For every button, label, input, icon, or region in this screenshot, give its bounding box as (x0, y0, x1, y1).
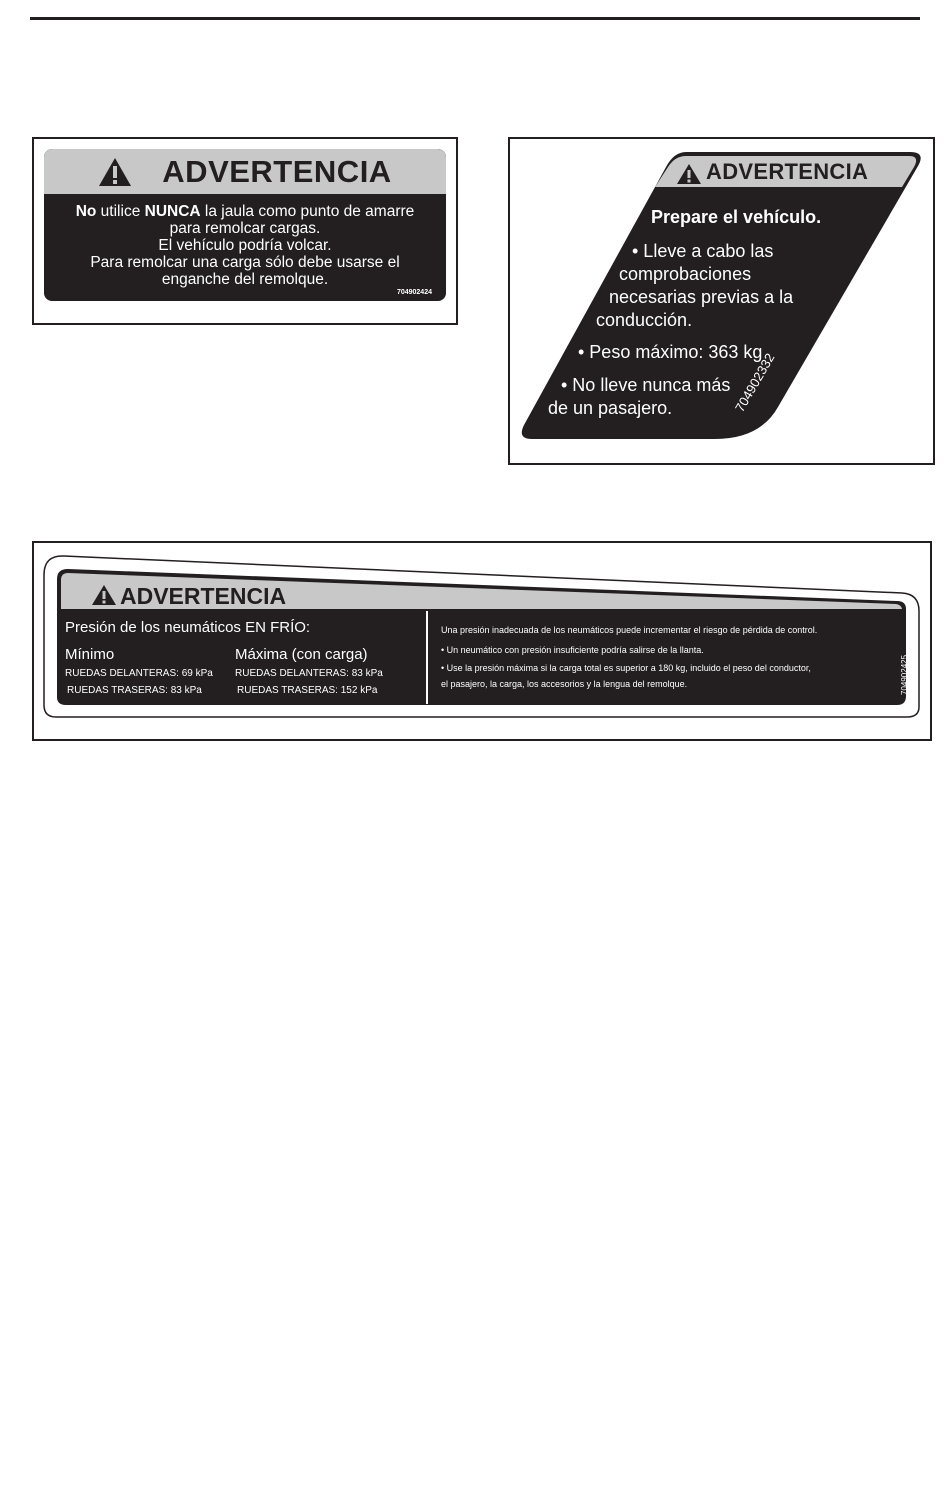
label-tires-min-title: Mínimo (65, 646, 115, 663)
label-tipping-line1 (44, 203, 446, 220)
label-tipping (44, 149, 446, 301)
label-prepare-line: • Peso máximo: 363 kg (578, 342, 763, 362)
label-prepare-line: comprobaciones (619, 264, 752, 284)
label-tipping-body (44, 194, 446, 288)
label-tires-frame (32, 541, 932, 741)
label-tires-part-number: 704902425 (900, 654, 909, 695)
label-tipping-part-number: 704902424 (396, 289, 432, 296)
warning-triangle-icon (98, 157, 132, 187)
label-tires-note: • Un neumático con presión insuficiente podría salirse de la llanta. (441, 645, 704, 655)
label-prepare-title: ADVERTENCIA (706, 159, 869, 184)
emphasis-no: No (75, 203, 97, 220)
label-prepare-line: conducción. (596, 310, 693, 330)
label-tipping-line4: Para remolcar una carga sólo debe usarse el (90, 254, 400, 271)
label-tires-max-title: Máxima (con carga) (235, 646, 368, 663)
emphasis-nunca: NUNCA (144, 203, 201, 220)
label-tires-note: Una presión inadecuada de los neumáticos puede incrementar el riesgo de pérdida de control. (441, 625, 818, 635)
label-prepare-line: necesarias previas a la (609, 287, 794, 307)
warning-triangle-icon (676, 163, 702, 185)
label-tires-min-front: RUEDAS DELANTERAS: 69 kPa (65, 668, 213, 679)
warning-triangle-icon (91, 584, 117, 606)
label-tires-note: el pasajero, la carga, los accesorios y la lengua del remolque. (441, 679, 688, 689)
label-prepare-part-number: 704902332 (732, 350, 778, 415)
label-tires-note: • Use la presión máxima si la carga total es superior a 180 kg, incluido el peso del conductor, (441, 663, 811, 673)
label-tires-shape (34, 543, 930, 739)
label-tipping-header (44, 149, 446, 194)
label-tires-max-rear: RUEDAS TRASERAS: 152 kPa (237, 685, 378, 696)
text-span: la jaula como punto de amarre (200, 203, 415, 220)
label-tipping-line5: enganche del remolque. (161, 271, 329, 288)
label-tipping-line3: El vehículo podría volcar. (158, 237, 332, 254)
label-tipping-line2: para remolcar cargas. (169, 220, 321, 237)
label-prepare-line: • No lleve nunca más (561, 375, 731, 395)
label-tires-pressure-title: Presión de los neumáticos EN FRÍO: (65, 619, 311, 636)
label-prepare-line: de un pasajero. (548, 398, 673, 418)
label-prepare-line: • Lleve a cabo las (632, 241, 774, 261)
label-tipping-title: ADVERTENCIA (162, 153, 392, 189)
text-span: utilice (96, 203, 145, 220)
label-prepare-frame (508, 137, 935, 465)
label-prepare-heading: Prepare el vehículo. (651, 207, 822, 227)
label-tipping-frame (32, 137, 458, 325)
label-tires-min-rear: RUEDAS TRASERAS: 83 kPa (67, 685, 202, 696)
label-tires-max-front: RUEDAS DELANTERAS: 83 kPa (235, 668, 383, 679)
label-tires-title: ADVERTENCIA (120, 583, 287, 609)
top-rule (30, 17, 920, 20)
